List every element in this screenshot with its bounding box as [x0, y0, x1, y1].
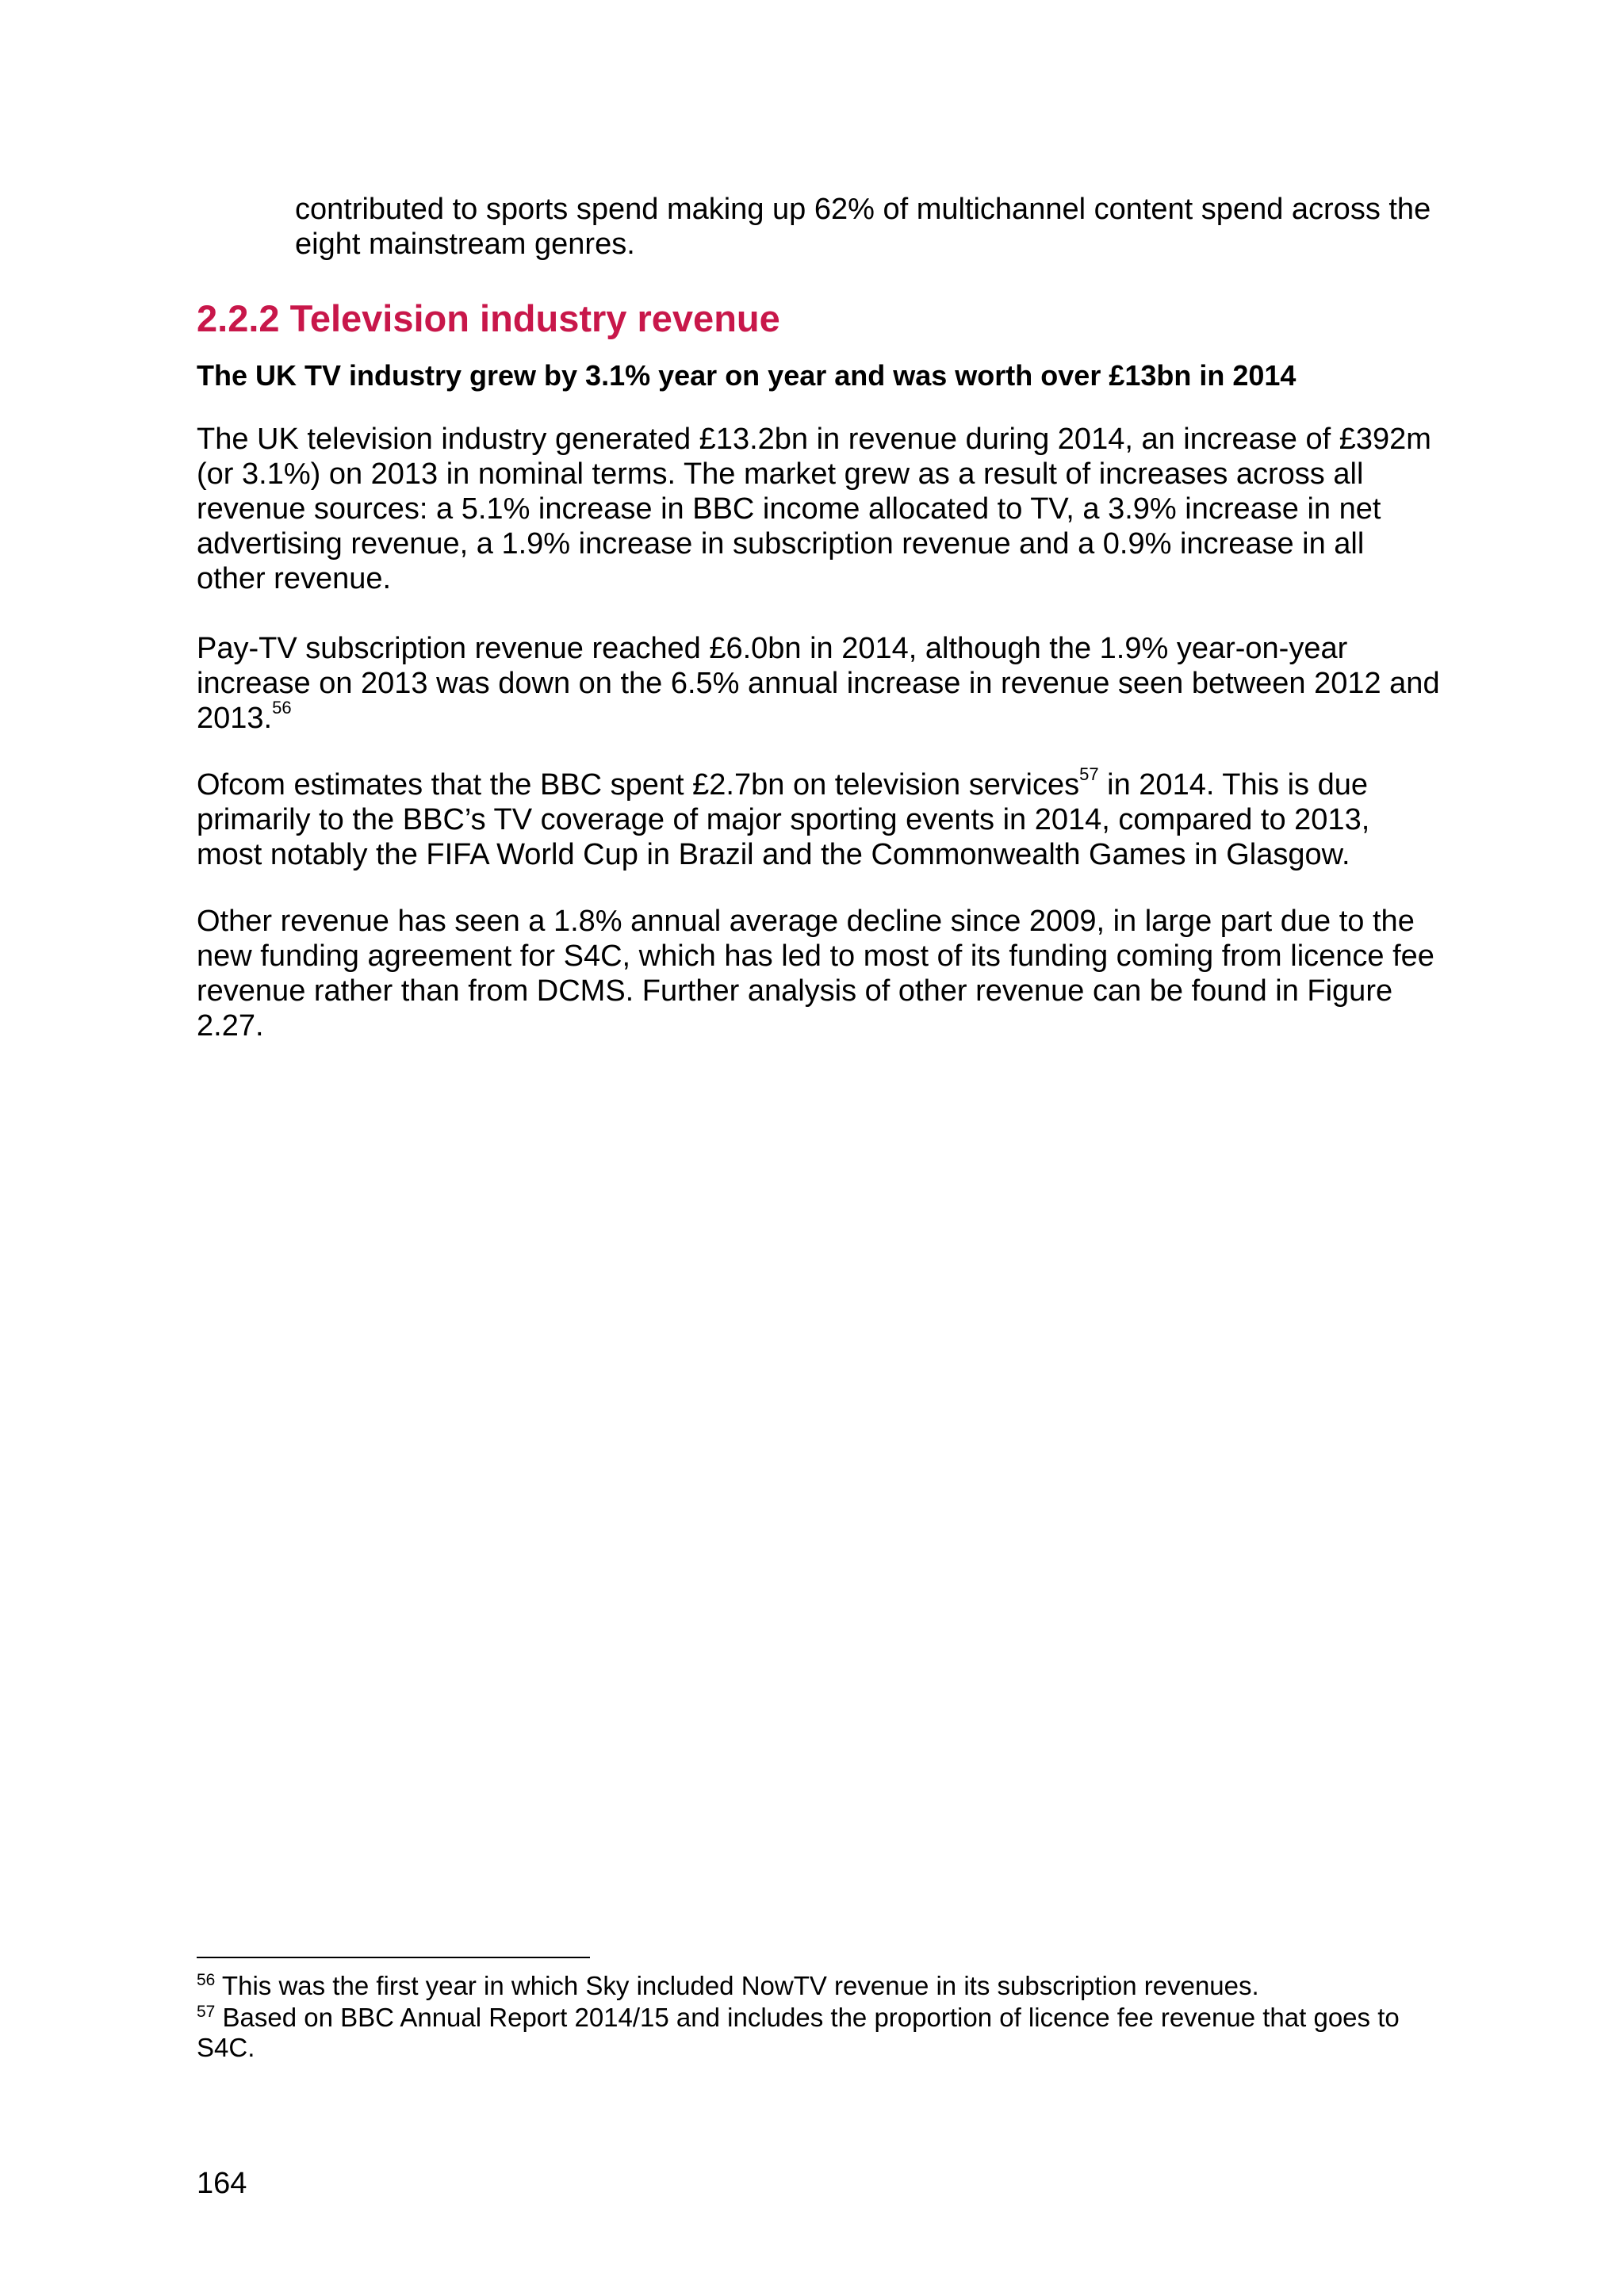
paragraph-industry-revenue: The UK television industry generated £13.2bn in revenue during 2014, an increase of £392m (or 3.1%) on 2013 in nominal terms. The market grew as a result of increases across all revenue sources: a 5.1% increase in BBC income allocated to TV, a 3.9% increase in net advertising revenue, a 1.9% increase in subscription revenue and a 0.9% increase in all other revenue. — [197, 423, 1431, 595]
paragraph-bbc-text-after: in 2014. This is due primarily to the BBC’s TV coverage of major sporting events in 2014, compared to 2013, most notably the FIFA World Cup in Brazil and the Commonwealth Games in Glasgow. — [197, 768, 1370, 871]
footnote-57 — [197, 2003, 1440, 2063]
paragraph-bbc-text-before: Ofcom estimates that the BBC spent £2.7bn on television services — [197, 768, 1080, 802]
footnote-text: This was the first year in which Sky included NowTV revenue in its subscription revenues. — [215, 1971, 1259, 2000]
paragraph-paytv-text: Pay-TV subscription revenue reached £6.0bn in 2014, although the 1.9% year-on-year increase on 2013 was down on the 6.5% annual increase in revenue seen between 2012 and 2013. — [197, 632, 1440, 735]
page-number: 164 — [197, 2167, 247, 2200]
footnote-ref-57[interactable]: 57 — [1079, 764, 1099, 785]
paragraph-paytv-revenue — [197, 631, 1440, 736]
footnote-ref-56[interactable]: 56 — [272, 698, 292, 718]
footnote-divider — [197, 1957, 590, 1958]
footnote-number: 57 — [197, 2003, 216, 2021]
section-subheading: The UK TV industry grew by 3.1% year on year and was worth over £13bn in 2014 — [197, 359, 1297, 392]
footnote-text: Based on BBC Annual Report 2014/15 and includes the proportion of licence fee revenue that goes to S4C. — [197, 2003, 1400, 2062]
paragraph-other-revenue: Other revenue has seen a 1.8% annual average decline since 2009, in large part due to the new funding agreement for S4C, which has led to most of its funding coming from licence fee revenue rather than from DCMS. Further analysis of other revenue can be found in Figure 2.27. — [197, 905, 1434, 1043]
footnote-number: 56 — [197, 1971, 216, 1989]
paragraph-bbc-spend — [197, 764, 1440, 872]
footnote-56 — [197, 1971, 1440, 2001]
continuation-paragraph: contributed to sports spend making up 62% of multichannel content spend across the eight mainstream genres. — [295, 193, 1431, 261]
section-heading: 2.2.2 Television industry revenue — [197, 297, 780, 339]
